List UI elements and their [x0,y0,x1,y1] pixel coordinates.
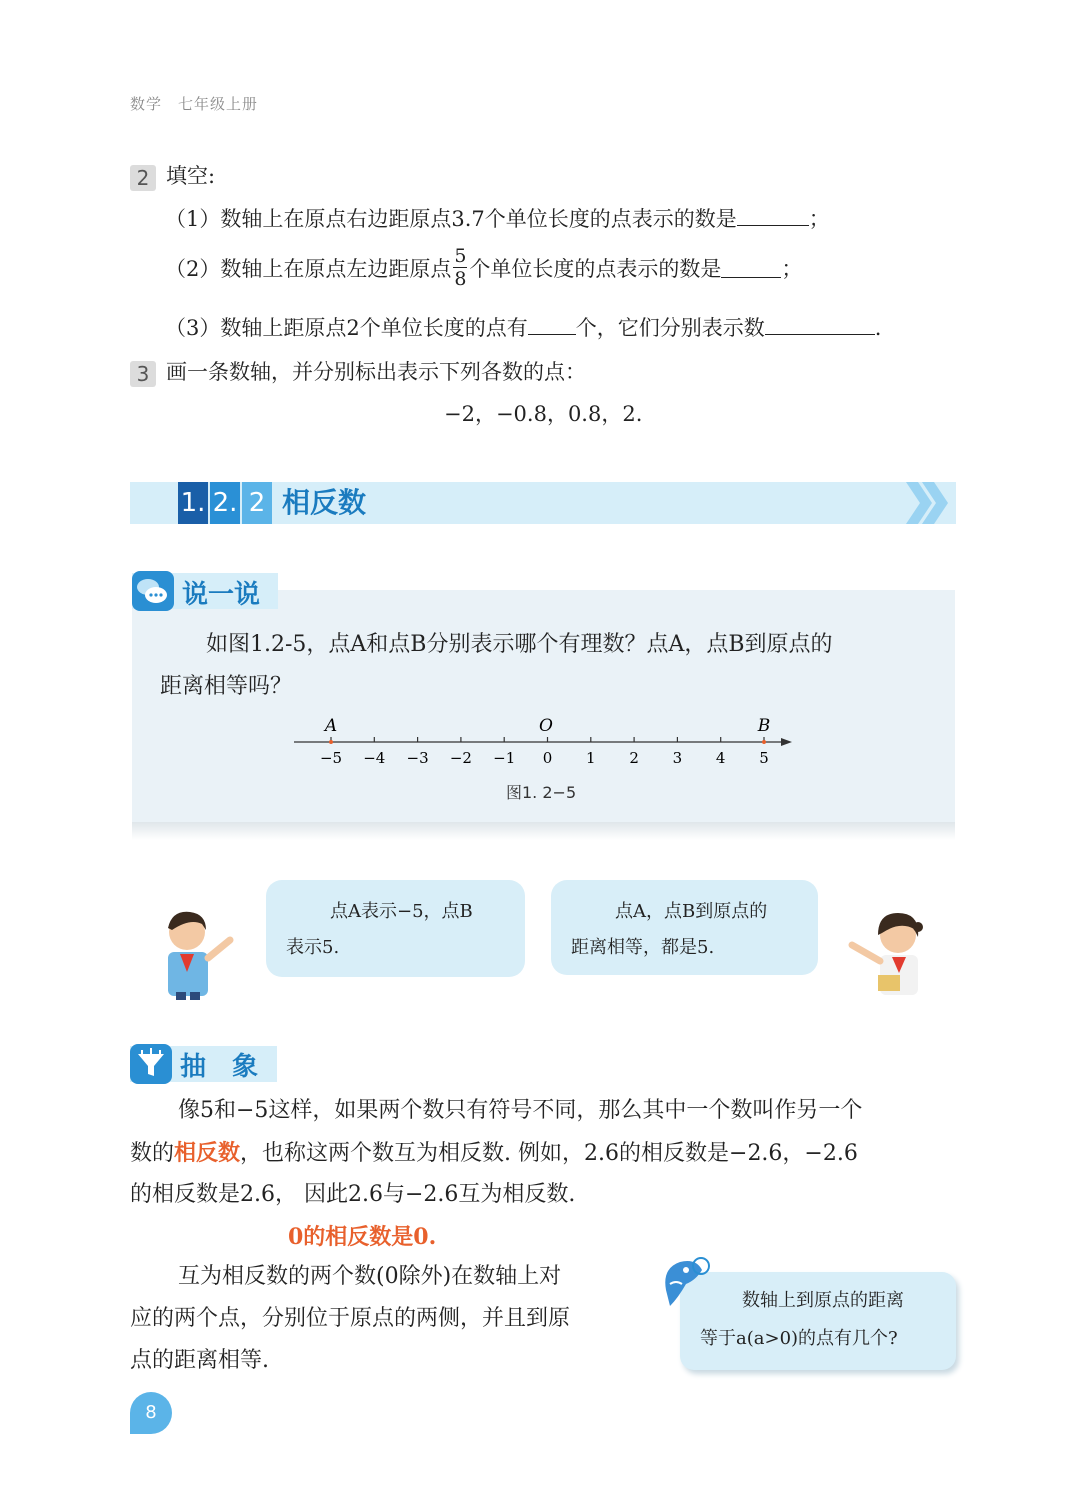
item-1-end: ； [808,207,830,231]
funnel-icon [130,1044,172,1084]
fraction-five-eighths [453,245,467,290]
axis-tick-label: −2 [449,749,472,767]
item-3-text-pre: （3）数轴上距原点2个单位长度的点有 [165,316,528,340]
definition-line-2-post: ，也称这两个数互为相反数. 例如，2.6的相反数是−2.6，−2.6 [240,1141,858,1166]
speech-bubble-right [551,880,818,975]
section-heading-band [130,482,956,524]
point-b-label: B [757,716,771,736]
axis-arrow-icon [781,738,792,746]
girl-student-icon [842,905,932,997]
panel-shadow [132,822,955,840]
tip-line-2: 等于a(a>0)的点有几个? [700,1328,898,1349]
definition-line-1: 像5和−5这样，如果两个数只有符号不同，那么其中一个数叫作另一个 [178,1098,863,1123]
item-2-text-post: 个单位长度的点表示的数是 [469,256,722,281]
item-3-end: . [874,316,882,340]
page-number-badge: 8 [130,1392,172,1434]
section-title: 相反数 [282,486,367,519]
origin-label: O [539,716,553,736]
axis-tick-label: 2 [629,749,639,767]
exercise-2-title: 填空: [166,164,216,188]
bubble-left-line-1: 点A表示−5，点B [330,901,473,922]
exercise-number-badge: 2 [130,165,156,191]
axis-tick-label: 0 [542,749,553,767]
book-header: 数学 七年级上册 [130,95,259,113]
point-b-marker [762,740,766,744]
property-line-2: 应的两个点，分别位于原点的两侧，并且到原 [130,1306,571,1331]
tip-line-1: 数轴上到原点的距离 [742,1290,904,1311]
speech-bubble-left [266,880,525,977]
dolphin-mascot-icon [656,1250,712,1310]
bubble-right-line-2: 距离相等，都是5. [571,937,715,958]
axis-tick-label: 5 [759,749,769,767]
section-number-part-3: 2 [242,482,272,524]
definition-line-3: 的相反数是2.6， 因此2.6与−2.6互为相反数. [130,1182,576,1207]
zero-rule: 0的相反数是0. [288,1224,437,1250]
exercise-2-item-3 [165,312,881,342]
bubble-right-line-1: 点A，点B到原点的 [615,901,768,922]
definition-line-2-pre: 数的 [130,1141,175,1166]
talk-tag-label: 说一说 [182,580,261,610]
point-a-label: A [324,716,338,736]
exercise-2-title-row [130,160,215,191]
bubble-left-line-2: 表示5. [286,937,340,958]
answer-blank[interactable] [737,206,809,226]
axis-tick-label: −3 [406,749,429,767]
talk-question-line-1: 如图1.2-5，点A和点B分别表示哪个有理数？点A，点B到原点的 [206,632,833,657]
exercise-3-title: 画一条数轴，并分别标出表示下列各数的点： [166,360,586,384]
key-term-opposite-number: 相反数 [174,1140,241,1166]
section-number-part-1: 1. [178,482,208,524]
chevron-right-icon [902,482,956,524]
axis-tick-label: 4 [715,749,726,767]
property-line-3: 点的距离相等. [130,1348,269,1373]
number-line-figure [290,712,800,774]
section-number-part-2: 2. [210,482,240,524]
item-3-text-mid: 个，它们分别表示数 [575,316,765,340]
exercise-3-numbers: −2，−0.8，0.8，2. [444,402,643,426]
fraction-numerator: 5 [454,245,467,267]
axis-tick-label: −4 [363,749,386,767]
talk-question-line-2: 距离相等吗？ [160,674,293,699]
figure-caption: 图1. 2−5 [506,783,577,802]
axis-tick-label: 1 [586,749,596,767]
answer-blank[interactable] [528,315,576,335]
exercise-number-badge: 3 [130,361,156,387]
point-a-marker [329,740,333,744]
speech-bubble-icon [132,571,174,611]
definition-line-2 [130,1132,858,1175]
axis-tick-label: 3 [672,749,683,767]
exercise-2-item-2 [165,245,802,290]
axis-tick-label: −1 [493,749,516,767]
axis-tick-label: −5 [319,749,343,767]
exercise-2-item-1 [165,203,830,233]
item-2-end: ； [781,256,803,281]
fraction-denominator: 8 [454,268,467,290]
answer-blank[interactable] [765,315,875,335]
exercise-3-title-row [130,356,586,387]
boy-student-icon [150,900,245,1000]
item-1-text: （1）数轴上在原点右边距原点3.7个单位长度的点表示的数是 [165,207,737,231]
property-line-1: 互为相反数的两个数(0除外)在数轴上对 [178,1264,562,1289]
abstract-tag-label: 抽 象 [180,1052,259,1082]
tip-bubble [680,1272,956,1370]
item-2-text-pre: （2）数轴上在原点左边距原点 [165,256,452,281]
answer-blank[interactable] [721,258,781,278]
